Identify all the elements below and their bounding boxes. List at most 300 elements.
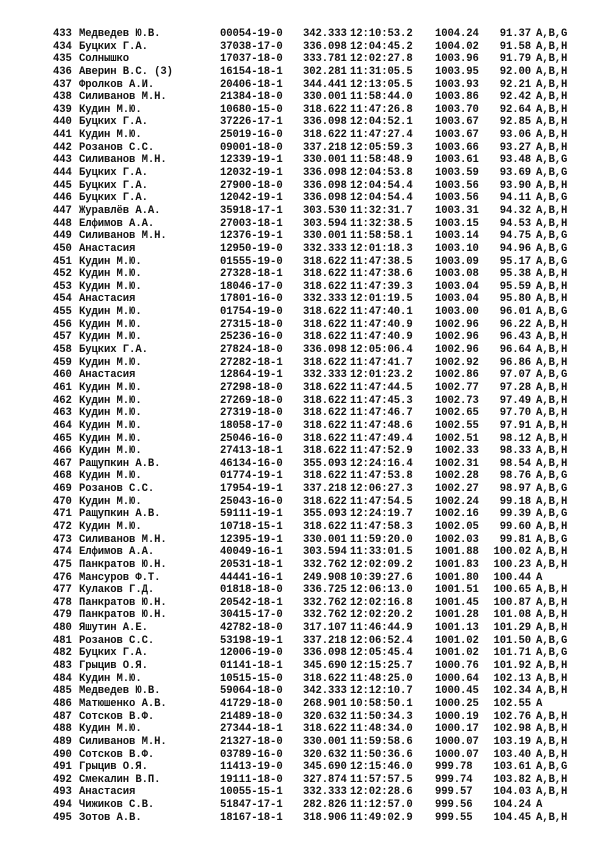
- place-number: 459: [53, 356, 72, 369]
- fancier-name: Медведев Ю.В.: [79, 685, 161, 698]
- points: 98.12: [499, 432, 531, 445]
- fancier-name: Кудин М.Ю.: [79, 723, 142, 736]
- ring-code: 20406-18-1: [220, 78, 283, 91]
- distance: 336.098: [303, 344, 347, 357]
- table-row: [53, 369, 573, 382]
- speed: 1003.86: [435, 91, 479, 104]
- table-row: [53, 293, 573, 306]
- arrival-time: 12:04:53.8: [350, 167, 413, 180]
- groups: A,B,H: [536, 622, 568, 635]
- points: 92.21: [499, 78, 531, 91]
- fancier-name: Кудин М.Ю.: [79, 419, 142, 432]
- place-number: 454: [53, 293, 72, 306]
- fancier-name: Розанов С.С.: [79, 141, 155, 154]
- speed: 1000.45: [435, 685, 479, 698]
- ring-code: 27900-18-0: [220, 179, 283, 192]
- place-number: 453: [53, 280, 72, 293]
- arrival-time: 12:02:27.8: [350, 53, 413, 66]
- speed: 1003.04: [435, 293, 479, 306]
- ring-code: 25019-16-0: [220, 129, 283, 142]
- groups: A,B,H: [536, 710, 568, 723]
- distance: 318.622: [303, 255, 347, 268]
- place-number: 445: [53, 179, 72, 192]
- points: 98.54: [499, 457, 531, 470]
- arrival-time: 11:49:02.9: [350, 811, 413, 824]
- distance: 318.622: [303, 356, 347, 369]
- groups: A,B,H: [536, 129, 568, 142]
- fancier-name: Аверин В.С. (3): [79, 65, 173, 78]
- arrival-time: 12:04:52.1: [350, 116, 413, 129]
- ring-code: 17801-16-0: [220, 293, 283, 306]
- groups: A,B,H: [536, 520, 568, 533]
- ring-code: 40049-16-1: [220, 546, 283, 559]
- ring-code: 21384-18-0: [220, 91, 283, 104]
- table-row: [53, 192, 573, 205]
- groups: A,B,H: [536, 344, 568, 357]
- table-row: [53, 660, 573, 673]
- distance: 318.622: [303, 306, 347, 319]
- ring-code: 27315-18-0: [220, 318, 283, 331]
- speed: 1001.28: [435, 609, 479, 622]
- distance: 332.333: [303, 293, 347, 306]
- points: 104.45: [493, 811, 531, 824]
- arrival-time: 12:15:25.7: [350, 660, 413, 673]
- speed: 1001.13: [435, 622, 479, 635]
- points: 98.33: [499, 445, 531, 458]
- ring-code: 20542-18-1: [220, 596, 283, 609]
- fancier-name: Медведев Ю.В.: [79, 28, 161, 40]
- ring-code: 27328-18-1: [220, 268, 283, 281]
- distance: 337.218: [303, 634, 347, 647]
- groups: A,B,H: [536, 78, 568, 91]
- distance: 318.622: [303, 419, 347, 432]
- table-row: [53, 180, 573, 193]
- place-number: 463: [53, 407, 72, 420]
- fancier-name: Сотсков В.Ф.: [79, 748, 155, 761]
- speed: 1002.86: [435, 369, 479, 382]
- points: 94.32: [499, 204, 531, 217]
- arrival-time: 12:01:19.5: [350, 293, 413, 306]
- groups: A,B,H: [536, 495, 568, 508]
- ring-code: 37038-17-0: [220, 40, 283, 53]
- distance: 318.622: [303, 129, 347, 142]
- speed: 1001.02: [435, 634, 479, 647]
- place-number: 488: [53, 723, 72, 736]
- points: 102.13: [493, 672, 531, 685]
- groups: A,B,H: [536, 672, 568, 685]
- groups: A,B,H: [536, 293, 568, 306]
- groups: A,B,H: [536, 609, 568, 622]
- table-row: [53, 749, 573, 762]
- ring-code: 01555-19-0: [220, 255, 283, 268]
- table-row: [53, 79, 573, 92]
- place-number: 479: [53, 609, 72, 622]
- ring-code: 10055-15-1: [220, 786, 283, 799]
- speed: 1003.31: [435, 204, 479, 217]
- points: 97.49: [499, 394, 531, 407]
- arrival-time: 11:47:40.9: [350, 331, 413, 344]
- results-table: [53, 28, 573, 824]
- table-row: [53, 104, 573, 117]
- points: 95.59: [499, 280, 531, 293]
- place-number: 493: [53, 786, 72, 799]
- place-number: 470: [53, 495, 72, 508]
- ring-code: 27298-18-0: [220, 381, 283, 394]
- ring-code: 16154-18-1: [220, 65, 283, 78]
- points: 98.97: [499, 483, 531, 496]
- points: 102.76: [493, 710, 531, 723]
- speed: 1003.15: [435, 217, 479, 230]
- distance: 342.333: [303, 28, 347, 40]
- groups: A,B,G: [536, 306, 568, 319]
- speed: 1004.24: [435, 28, 479, 40]
- speed: 1004.02: [435, 40, 479, 53]
- distance: 345.690: [303, 761, 347, 774]
- points: 102.98: [493, 723, 531, 736]
- ring-code: 00054-19-0: [220, 28, 283, 40]
- arrival-time: 11:59:58.6: [350, 735, 413, 748]
- speed: 1001.51: [435, 584, 479, 597]
- groups: A,B,H: [536, 546, 568, 559]
- points: 92.85: [499, 116, 531, 129]
- fancier-name: Анастасия: [79, 293, 136, 306]
- ring-code: 10515-15-0: [220, 672, 283, 685]
- points: 100.87: [493, 596, 531, 609]
- fancier-name: Солнышко: [79, 53, 130, 66]
- groups: A,B,H: [536, 685, 568, 698]
- speed: 1002.16: [435, 508, 479, 521]
- fancier-name: Розанов С.С.: [79, 483, 155, 496]
- ring-code: 12864-19-1: [220, 369, 283, 382]
- place-number: 461: [53, 381, 72, 394]
- distance: 332.762: [303, 558, 347, 571]
- distance: 320.632: [303, 710, 347, 723]
- points: 91.37: [499, 28, 531, 40]
- distance: 333.781: [303, 53, 347, 66]
- groups: A,B,G: [536, 533, 568, 546]
- distance: 355.093: [303, 457, 347, 470]
- groups: A,B,G: [536, 761, 568, 774]
- arrival-time: 11:47:38.6: [350, 268, 413, 281]
- place-number: 458: [53, 344, 72, 357]
- fancier-name: Силиванов М.Н.: [79, 735, 167, 748]
- arrival-time: 12:04:54.4: [350, 179, 413, 192]
- ring-code: 25046-16-0: [220, 432, 283, 445]
- distance: 318.622: [303, 723, 347, 736]
- arrival-time: 11:50:36.6: [350, 748, 413, 761]
- ring-code: 03789-16-0: [220, 748, 283, 761]
- speed: 1003.56: [435, 192, 479, 205]
- points: 95.17: [499, 255, 531, 268]
- fancier-name: Силиванов М.Н.: [79, 91, 167, 104]
- groups: A,B,H: [536, 280, 568, 293]
- distance: 318.622: [303, 268, 347, 281]
- fancier-name: Кудин М.Ю.: [79, 520, 142, 533]
- speed: 1000.07: [435, 735, 479, 748]
- distance: 318.622: [303, 394, 347, 407]
- arrival-time: 12:05:59.3: [350, 141, 413, 154]
- table-row: [53, 281, 573, 294]
- fancier-name: Кудин М.Ю.: [79, 103, 142, 116]
- points: 96.01: [499, 306, 531, 319]
- place-number: 469: [53, 483, 72, 496]
- arrival-time: 11:47:40.1: [350, 306, 413, 319]
- points: 101.29: [493, 622, 531, 635]
- table-row: [53, 445, 573, 458]
- speed: 1001.45: [435, 596, 479, 609]
- fancier-name: Елфимов А.А.: [79, 546, 155, 559]
- groups: A,B,H: [536, 141, 568, 154]
- points: 100.02: [493, 546, 531, 559]
- table-row: [53, 91, 573, 104]
- groups: A,B,H: [536, 204, 568, 217]
- place-number: 477: [53, 584, 72, 597]
- arrival-time: 11:50:34.3: [350, 710, 413, 723]
- ring-code: 41729-18-0: [220, 697, 283, 710]
- arrival-time: 11:58:44.0: [350, 91, 413, 104]
- speed: 1001.88: [435, 546, 479, 559]
- speed: 1001.80: [435, 571, 479, 584]
- arrival-time: 11:47:53.8: [350, 470, 413, 483]
- arrival-time: 11:47:49.4: [350, 432, 413, 445]
- table-row: [53, 433, 573, 446]
- table-row: [53, 609, 573, 622]
- place-number: 446: [53, 192, 72, 205]
- ring-code: 18058-17-0: [220, 419, 283, 432]
- place-number: 480: [53, 622, 72, 635]
- groups: A,B,H: [536, 786, 568, 799]
- arrival-time: 10:58:50.1: [350, 697, 413, 710]
- table-row: [53, 774, 573, 787]
- points: 93.69: [499, 167, 531, 180]
- ring-code: 59064-18-0: [220, 685, 283, 698]
- ring-code: 18167-18-1: [220, 811, 283, 824]
- speed: 1002.55: [435, 419, 479, 432]
- fancier-name: Кудин М.Ю.: [79, 672, 142, 685]
- place-number: 473: [53, 533, 72, 546]
- table-row: [53, 635, 573, 648]
- distance: 268.901: [303, 697, 347, 710]
- ring-code: 30415-17-0: [220, 609, 283, 622]
- groups: A,B,H: [536, 331, 568, 344]
- speed: 1001.02: [435, 647, 479, 660]
- ring-code: 46134-16-0: [220, 457, 283, 470]
- groups: A,B,G: [536, 369, 568, 382]
- place-number: 460: [53, 369, 72, 382]
- arrival-time: 12:10:53.2: [350, 28, 413, 40]
- place-number: 438: [53, 91, 72, 104]
- points: 95.80: [499, 293, 531, 306]
- place-number: 439: [53, 103, 72, 116]
- arrival-time: 12:04:54.4: [350, 192, 413, 205]
- groups: A,B,H: [536, 40, 568, 53]
- arrival-time: 10:39:27.6: [350, 571, 413, 584]
- place-number: 468: [53, 470, 72, 483]
- points: 94.11: [499, 192, 531, 205]
- place-number: 487: [53, 710, 72, 723]
- place-number: 434: [53, 40, 72, 53]
- fancier-name: Кудин М.Ю.: [79, 445, 142, 458]
- place-number: 472: [53, 520, 72, 533]
- distance: 318.622: [303, 495, 347, 508]
- points: 99.39: [499, 508, 531, 521]
- groups: A,B,H: [536, 103, 568, 116]
- speed: 1002.96: [435, 344, 479, 357]
- table-row: [53, 812, 573, 825]
- speed: 1001.83: [435, 558, 479, 571]
- arrival-time: 11:48:34.0: [350, 723, 413, 736]
- points: 103.19: [493, 735, 531, 748]
- distance: 320.632: [303, 748, 347, 761]
- speed: 1003.09: [435, 255, 479, 268]
- groups: A,B,H: [536, 356, 568, 369]
- fancier-name: Мансуров Ф.Т.: [79, 571, 161, 584]
- place-number: 451: [53, 255, 72, 268]
- speed: 999.56: [435, 799, 473, 812]
- distance: 332.762: [303, 596, 347, 609]
- speed: 1000.64: [435, 672, 479, 685]
- speed: 1002.92: [435, 356, 479, 369]
- speed: 1003.10: [435, 242, 479, 255]
- speed: 1003.56: [435, 179, 479, 192]
- place-number: 485: [53, 685, 72, 698]
- distance: 318.622: [303, 445, 347, 458]
- place-number: 495: [53, 811, 72, 824]
- ring-code: 12395-19-1: [220, 533, 283, 546]
- fancier-name: Буцких Г.А.: [79, 179, 148, 192]
- points: 101.08: [493, 609, 531, 622]
- speed: 1003.67: [435, 116, 479, 129]
- table-row: [53, 41, 573, 54]
- distance: 282.826: [303, 799, 347, 812]
- table-row: [53, 218, 573, 231]
- place-number: 478: [53, 596, 72, 609]
- table-row: [53, 546, 573, 559]
- points: 98.76: [499, 470, 531, 483]
- arrival-time: 11:47:46.7: [350, 407, 413, 420]
- groups: A,B,H: [536, 811, 568, 824]
- distance: 318.622: [303, 103, 347, 116]
- ring-code: 35918-17-1: [220, 204, 283, 217]
- points: 100.65: [493, 584, 531, 597]
- points: 96.86: [499, 356, 531, 369]
- ring-code: 10680-15-0: [220, 103, 283, 116]
- arrival-time: 11:12:57.0: [350, 799, 413, 812]
- ring-code: 59111-19-1: [220, 508, 283, 521]
- ring-code: 12376-19-1: [220, 230, 283, 243]
- distance: 345.690: [303, 660, 347, 673]
- points: 99.18: [499, 495, 531, 508]
- fancier-name: Анастасия: [79, 242, 136, 255]
- groups: A,B,H: [536, 394, 568, 407]
- points: 100.23: [493, 558, 531, 571]
- groups: A,B,H: [536, 457, 568, 470]
- table-row: [53, 723, 573, 736]
- fancier-name: Журавлёв А.А.: [79, 204, 161, 217]
- arrival-time: 12:02:09.2: [350, 558, 413, 571]
- ring-code: 17954-19-1: [220, 483, 283, 496]
- distance: 336.098: [303, 179, 347, 192]
- distance: 318.622: [303, 672, 347, 685]
- ring-code: 11413-19-0: [220, 761, 283, 774]
- ring-code: 12042-19-1: [220, 192, 283, 205]
- fancier-name: Анастасия: [79, 786, 136, 799]
- arrival-time: 12:13:05.5: [350, 78, 413, 91]
- groups: A,B,G: [536, 508, 568, 521]
- table-row: [53, 597, 573, 610]
- points: 92.64: [499, 103, 531, 116]
- table-row: [53, 407, 573, 420]
- table-row: [53, 243, 573, 256]
- fancier-name: Зотов А.В.: [79, 811, 142, 824]
- place-number: 456: [53, 318, 72, 331]
- arrival-time: 12:02:28.6: [350, 786, 413, 799]
- distance: 249.908: [303, 571, 347, 584]
- speed: 1002.96: [435, 318, 479, 331]
- points: 93.90: [499, 179, 531, 192]
- ring-code: 17037-18-0: [220, 53, 283, 66]
- ring-code: 12339-19-1: [220, 154, 283, 167]
- points: 94.75: [499, 230, 531, 243]
- ring-code: 19111-18-0: [220, 773, 283, 786]
- place-number: 482: [53, 647, 72, 660]
- ring-code: 01774-19-1: [220, 470, 283, 483]
- place-number: 475: [53, 558, 72, 571]
- distance: 336.098: [303, 116, 347, 129]
- speed: 1003.14: [435, 230, 479, 243]
- arrival-time: 12:05:06.4: [350, 344, 413, 357]
- distance: 355.093: [303, 508, 347, 521]
- speed: 1002.73: [435, 394, 479, 407]
- speed: 1003.70: [435, 103, 479, 116]
- table-row: [53, 420, 573, 433]
- fancier-name: Кудин М.Ю.: [79, 381, 142, 394]
- place-number: 452: [53, 268, 72, 281]
- place-number: 447: [53, 204, 72, 217]
- place-number: 490: [53, 748, 72, 761]
- groups: A,B,G: [536, 255, 568, 268]
- distance: 318.622: [303, 407, 347, 420]
- groups: A,B,H: [536, 53, 568, 66]
- arrival-time: 11:47:27.4: [350, 129, 413, 142]
- place-number: 489: [53, 735, 72, 748]
- fancier-name: Грыцив О.Я.: [79, 660, 148, 673]
- table-row: [53, 230, 573, 243]
- fancier-name: Кудин М.Ю.: [79, 318, 142, 331]
- table-row: [53, 66, 573, 79]
- place-number: 444: [53, 167, 72, 180]
- table-row: [53, 28, 573, 41]
- ring-code: 53198-19-1: [220, 634, 283, 647]
- arrival-time: 12:05:45.4: [350, 647, 413, 660]
- table-row: [53, 496, 573, 509]
- distance: 330.001: [303, 154, 347, 167]
- speed: 1003.66: [435, 141, 479, 154]
- fancier-name: Кудин М.Ю.: [79, 407, 142, 420]
- fancier-name: Кудин М.Ю.: [79, 331, 142, 344]
- groups: A,B,H: [536, 381, 568, 394]
- ring-code: 27319-18-0: [220, 407, 283, 420]
- place-number: 476: [53, 571, 72, 584]
- place-number: 474: [53, 546, 72, 559]
- place-number: 467: [53, 457, 72, 470]
- fancier-name: Ращупкин А.В.: [79, 457, 161, 470]
- fancier-name: Смекалин В.П.: [79, 773, 161, 786]
- groups: A: [536, 571, 543, 584]
- distance: 336.098: [303, 167, 347, 180]
- ring-code: 27269-18-0: [220, 394, 283, 407]
- groups: A,B,H: [536, 773, 568, 786]
